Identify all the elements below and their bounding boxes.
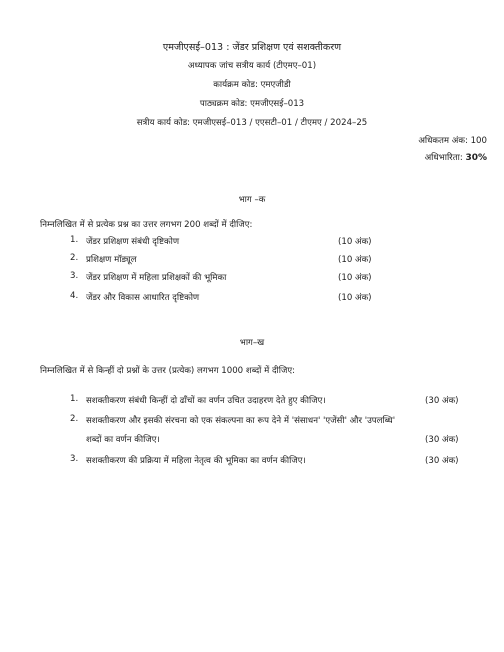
question-text: जेंडर प्रशिक्षण संबंधी दृष्टिकोण (86, 237, 180, 247)
question-number: 3. (70, 454, 79, 464)
max-marks-value: 100 (470, 136, 487, 146)
question-text-continued: शब्दों का वर्णन कीजिए। (86, 435, 160, 445)
programme-code: कार्यक्रम कोड: एमएजीडी (213, 80, 291, 90)
question-marks: (30 अंक) (425, 396, 459, 406)
section-a-title: भाग –क (238, 195, 266, 205)
question-marks: (10 अंक) (338, 255, 372, 265)
weightage-value: 30% (465, 153, 487, 163)
assignment-code: सत्रीय कार्य कोड: एमजीएसई–013 / एएसटी–01 / टीएमए / 2024–25 (136, 118, 368, 128)
question-number: 3. (70, 271, 79, 281)
section-b-instruction: निम्नलिखित में से किन्हीं दो प्रश्नों के उत्तर (प्रत्येक) लगभग 1000 शब्दों में दीजिए: (40, 366, 296, 376)
question-marks: (10 अंक) (338, 237, 372, 247)
question-number: 1. (70, 394, 79, 404)
course-title: एमजीएसई–013 : जेंडर प्रशिक्षण एवं सशक्तीकरण (162, 42, 342, 53)
question-number: 1. (70, 235, 79, 245)
weightage-label: अधिभारिता: (424, 153, 463, 163)
weightage (425, 151, 487, 163)
max-marks (418, 134, 487, 146)
question-text: जेंडर और विकास आधारित दृष्टिकोण (86, 293, 200, 303)
course-code: पाठ्यक्रम कोड: एमजीएसई–013 (199, 99, 305, 109)
question-marks: (30 अंक) (425, 435, 459, 445)
question-text: प्रशिक्षण मॉड्यूल (86, 255, 137, 265)
question-marks: (10 अंक) (338, 273, 372, 283)
question-number: 2. (70, 414, 79, 424)
question-marks: (30 अंक) (425, 456, 459, 466)
question-text: सशक्तीकरण की प्रक्रिया में महिला नेतृत्व की भूमिका का वर्णन कीजिए। (86, 456, 306, 466)
question-number: 4. (70, 291, 79, 301)
section-a-instruction: निम्नलिखित में से प्रत्येक प्रश्न का उत्तर लगभग 200 शब्दों में दीजिए: (40, 220, 253, 230)
question-number: 2. (70, 253, 79, 263)
question-text: सशक्तीकरण और इसकी संरचना को एक संकल्पना का रूप देने में 'संसाधन' 'एजेंसी' और 'उपलब्धि' (86, 416, 396, 426)
question-text: जेंडर प्रशिक्षण में महिला प्रशिक्षकों की भूमिका (86, 273, 227, 283)
max-marks-label: अधिकतम अंक: (418, 136, 468, 146)
assignment-type: अध्यापक जांच सत्रीय कार्य (टीएमए–01) (187, 61, 317, 71)
question-text: सशक्तीकरण संबंधी किन्हीं दो ढाँचों का वर्णन उचित उदाहरण देते हुए कीजिए। (86, 396, 326, 406)
section-b-title: भाग–ख (239, 338, 265, 348)
question-marks: (10 अंक) (338, 293, 372, 303)
